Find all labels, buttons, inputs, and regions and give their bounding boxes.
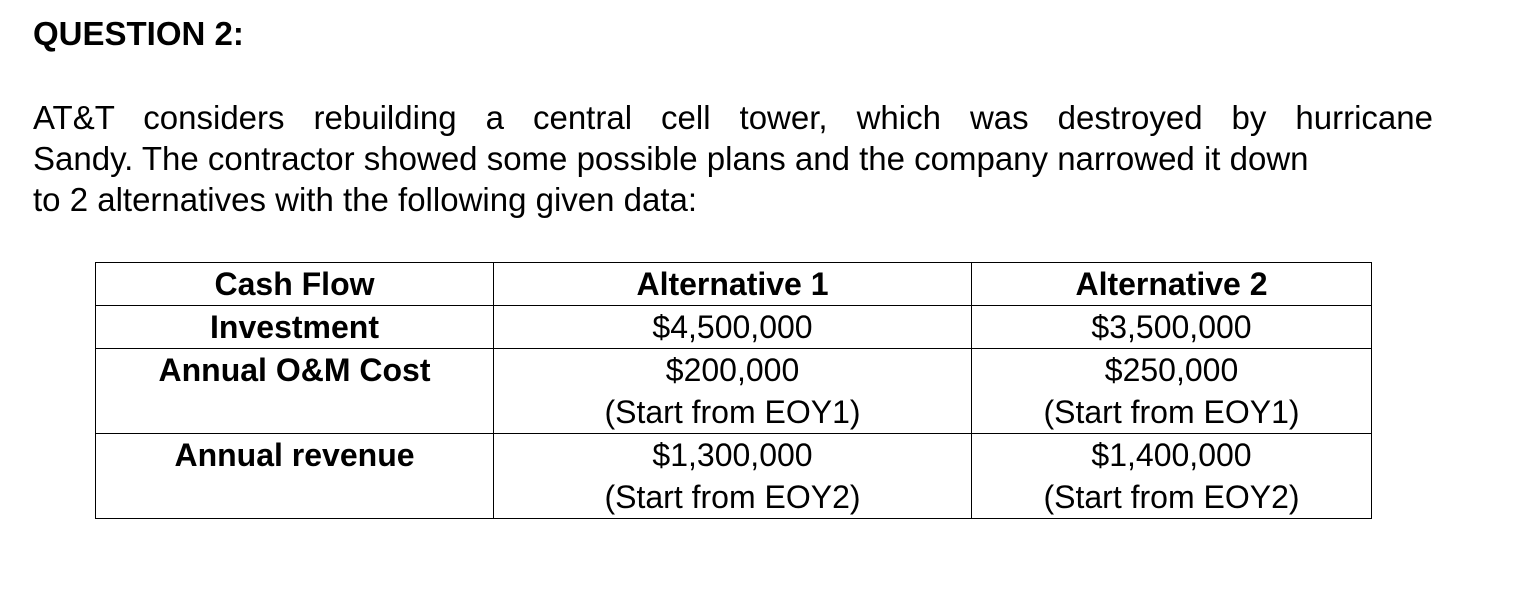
header-alternative-2: Alternative 2 bbox=[972, 263, 1372, 306]
om-cost-alt2-value: $250,000 bbox=[1104, 352, 1239, 388]
paragraph-line: AT&T considers rebuilding a central cell tower, which was destroyed by hurricane bbox=[33, 99, 1433, 136]
om-cost-alt2-cell bbox=[972, 349, 1372, 434]
table-row-om-cost bbox=[96, 349, 1372, 434]
investment-alt2-value: $3,500,000 bbox=[1091, 309, 1252, 345]
investment-alt1-cell bbox=[494, 306, 972, 349]
row-label-revenue-text: Annual revenue bbox=[174, 437, 415, 473]
header-alternative-1: Alternative 1 bbox=[494, 263, 972, 306]
row-label-om-cost: Annual O&M Cost bbox=[96, 349, 494, 434]
row-label-spacer bbox=[96, 476, 493, 518]
row-label-investment: Investment bbox=[96, 306, 494, 349]
question-paragraph bbox=[33, 97, 1433, 220]
revenue-alt1-value: $1,300,000 bbox=[652, 437, 813, 473]
om-cost-alt2-note: (Start from EOY1) bbox=[1043, 394, 1300, 430]
investment-alt1-value: $4,500,000 bbox=[652, 309, 813, 345]
revenue-alt1-note: (Start from EOY2) bbox=[604, 479, 861, 515]
row-label-revenue bbox=[96, 434, 494, 519]
om-cost-alt1-cell bbox=[494, 349, 972, 434]
revenue-alt2-value: $1,400,000 bbox=[1091, 437, 1252, 473]
table-row-investment bbox=[96, 306, 1372, 349]
table-row-revenue bbox=[96, 434, 1372, 519]
cash-flow-table bbox=[95, 262, 1372, 519]
table-header-row bbox=[96, 263, 1372, 306]
question-heading: QUESTION 2: bbox=[33, 15, 244, 52]
header-cash-flow: Cash Flow bbox=[96, 263, 494, 306]
revenue-alt1-cell bbox=[494, 434, 972, 519]
om-cost-alt1-note: (Start from EOY1) bbox=[604, 394, 861, 430]
investment-alt2-cell bbox=[972, 306, 1372, 349]
revenue-alt2-note: (Start from EOY2) bbox=[1043, 479, 1300, 515]
paragraph-line: to 2 alternatives with the following given data: bbox=[33, 181, 698, 218]
om-cost-alt1-value: $200,000 bbox=[665, 352, 800, 388]
paragraph-line: Sandy. The contractor showed some possible plans and the company narrowed it down bbox=[33, 140, 1309, 177]
revenue-alt2-cell bbox=[972, 434, 1372, 519]
